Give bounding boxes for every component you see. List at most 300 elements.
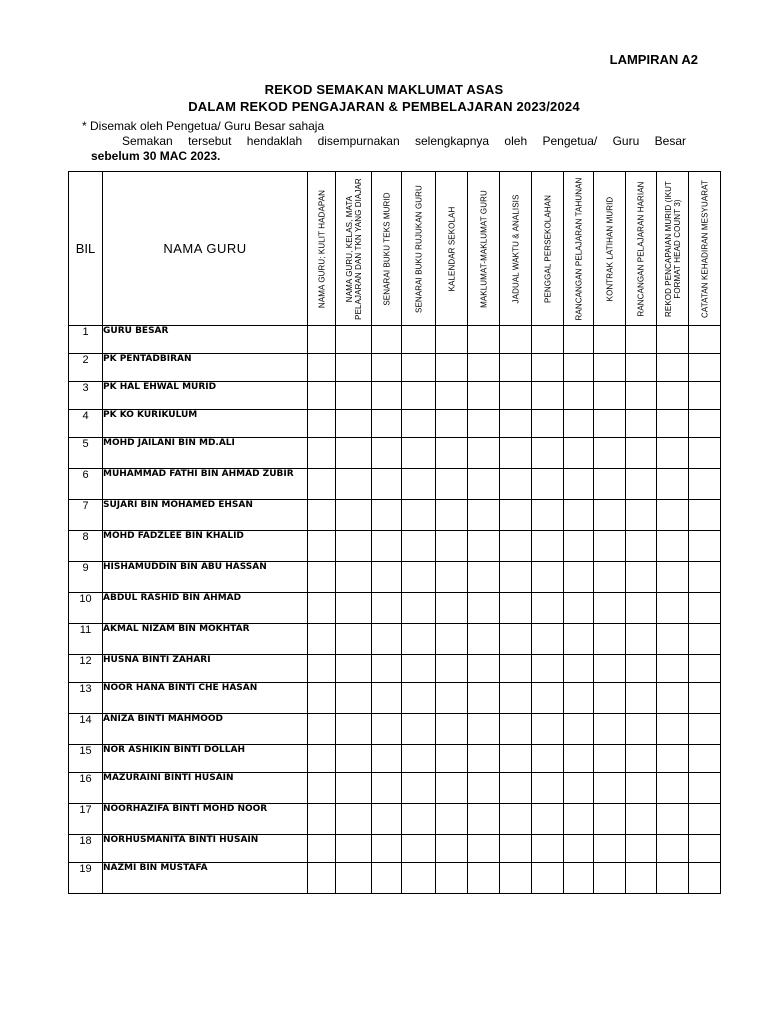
check-cell[interactable]	[564, 745, 594, 773]
check-cell[interactable]	[689, 354, 721, 382]
check-cell[interactable]	[336, 326, 372, 354]
check-cell[interactable]	[308, 745, 336, 773]
column-header-label: SENARAI BUKU RUJUKAN GURU	[414, 184, 423, 313]
column-header-label: CATATAN KEHADIRAN MESYUARAT	[700, 179, 709, 318]
check-cell[interactable]	[372, 469, 402, 500]
check-cell[interactable]	[564, 804, 594, 835]
teacher-name: GURU BESAR	[103, 326, 308, 354]
check-cell[interactable]	[436, 500, 468, 531]
check-cell[interactable]	[468, 410, 500, 438]
check-cell[interactable]	[336, 683, 372, 714]
check-cell[interactable]	[626, 624, 657, 655]
check-cell[interactable]	[402, 655, 436, 683]
check-cell[interactable]	[564, 531, 594, 562]
check-cell[interactable]	[564, 835, 594, 863]
check-cell[interactable]	[402, 593, 436, 624]
check-cell[interactable]	[657, 804, 689, 835]
column-header-label: MAKLUMAT-MAKLUMAT GURU	[479, 189, 488, 308]
teacher-name: NOORHAZIFA BINTI MOHD NOOR	[103, 804, 308, 835]
check-cell[interactable]	[468, 714, 500, 745]
check-cell[interactable]	[594, 835, 626, 863]
check-cell[interactable]	[500, 835, 532, 863]
check-cell[interactable]	[336, 835, 372, 863]
check-cell[interactable]	[308, 562, 336, 593]
check-cell[interactable]	[436, 382, 468, 410]
document-subtitle: DALAM REKOD PENGAJARAN & PEMBELAJARAN 2023/2024	[188, 99, 580, 114]
check-cell[interactable]	[626, 438, 657, 469]
check-cell[interactable]	[372, 382, 402, 410]
check-cell[interactable]	[500, 326, 532, 354]
check-cell[interactable]	[468, 745, 500, 773]
check-cell[interactable]	[468, 804, 500, 835]
check-cell[interactable]	[657, 500, 689, 531]
check-cell[interactable]	[532, 683, 564, 714]
check-cell[interactable]	[564, 469, 594, 500]
table-row	[69, 500, 721, 531]
column-header-label: REKOD PENCAPAIAN MURID (IKUT FORMAT HEAD COUNT 3)	[663, 180, 682, 317]
check-cell[interactable]	[336, 593, 372, 624]
check-cell[interactable]	[626, 500, 657, 531]
column-header-label: RANCANGAN PELAJARAN HARIAN	[636, 180, 646, 317]
check-cell[interactable]	[564, 326, 594, 354]
check-cell[interactable]	[468, 683, 500, 714]
check-cell[interactable]	[436, 683, 468, 714]
check-cell[interactable]	[594, 410, 626, 438]
column-header-label: NAMA GURU; KULIT HADAPAN	[317, 189, 326, 308]
table-row	[69, 745, 721, 773]
instruction-note: Semakan tersebut hendaklah disempurnakan selengkapnya oleh Pengetua/ Guru Besar	[122, 134, 686, 148]
column-header-check-5	[436, 172, 468, 326]
check-cell[interactable]	[336, 745, 372, 773]
check-cell[interactable]	[564, 773, 594, 804]
check-cell[interactable]	[564, 562, 594, 593]
check-cell[interactable]	[336, 562, 372, 593]
check-cell[interactable]	[657, 562, 689, 593]
check-cell[interactable]	[468, 500, 500, 531]
check-cell[interactable]	[594, 382, 626, 410]
column-header-bil: BIL	[69, 172, 103, 326]
check-cell[interactable]	[468, 863, 500, 894]
check-cell[interactable]	[372, 745, 402, 773]
check-cell[interactable]	[436, 438, 468, 469]
check-cell[interactable]	[689, 593, 721, 624]
check-cell[interactable]	[564, 354, 594, 382]
check-cell[interactable]	[402, 500, 436, 531]
check-cell[interactable]	[657, 863, 689, 894]
check-cell[interactable]	[689, 469, 721, 500]
column-header-check-13	[689, 172, 721, 326]
check-cell[interactable]	[402, 745, 436, 773]
check-cell[interactable]	[689, 804, 721, 835]
check-cell[interactable]	[594, 354, 626, 382]
teacher-name: NOOR HANA BINTI CHE HASAN	[103, 683, 308, 714]
table-row	[69, 354, 721, 382]
check-cell[interactable]	[372, 863, 402, 894]
check-cell[interactable]	[436, 624, 468, 655]
check-cell[interactable]	[500, 562, 532, 593]
check-cell[interactable]	[657, 593, 689, 624]
check-cell[interactable]	[594, 438, 626, 469]
check-cell[interactable]	[402, 382, 436, 410]
check-cell[interactable]	[626, 326, 657, 354]
check-cell[interactable]	[532, 531, 564, 562]
check-cell[interactable]	[689, 410, 721, 438]
check-cell[interactable]	[436, 655, 468, 683]
check-cell[interactable]	[657, 354, 689, 382]
check-cell[interactable]	[436, 835, 468, 863]
check-cell[interactable]	[532, 835, 564, 863]
check-cell[interactable]	[594, 624, 626, 655]
check-cell[interactable]	[564, 593, 594, 624]
check-cell[interactable]	[402, 562, 436, 593]
check-cell[interactable]	[402, 804, 436, 835]
check-cell[interactable]	[689, 714, 721, 745]
check-cell[interactable]	[372, 655, 402, 683]
check-cell[interactable]	[468, 438, 500, 469]
check-cell[interactable]	[336, 500, 372, 531]
table-row	[69, 562, 721, 593]
check-cell[interactable]	[436, 410, 468, 438]
check-cell[interactable]	[402, 624, 436, 655]
check-cell[interactable]	[657, 624, 689, 655]
check-cell[interactable]	[594, 655, 626, 683]
check-cell[interactable]	[308, 655, 336, 683]
check-cell[interactable]	[564, 410, 594, 438]
teacher-name: HISHAMUDDIN BIN ABU HASSAN	[103, 562, 308, 593]
check-cell[interactable]	[500, 593, 532, 624]
column-header-label: KALENDAR SEKOLAH	[447, 206, 456, 291]
check-cell[interactable]	[626, 382, 657, 410]
check-cell[interactable]	[402, 469, 436, 500]
check-cell[interactable]	[468, 562, 500, 593]
check-cell[interactable]	[372, 624, 402, 655]
check-cell[interactable]	[436, 714, 468, 745]
check-cell[interactable]	[308, 410, 336, 438]
check-cell[interactable]	[626, 745, 657, 773]
check-cell[interactable]	[532, 562, 564, 593]
check-cell[interactable]	[564, 683, 594, 714]
check-cell[interactable]	[308, 593, 336, 624]
table-row	[69, 382, 721, 410]
check-cell[interactable]	[468, 326, 500, 354]
check-cell[interactable]	[564, 382, 594, 410]
table-header-row	[69, 172, 721, 326]
check-cell[interactable]	[626, 655, 657, 683]
teacher-name: PK PENTADBIRAN	[103, 354, 308, 382]
check-cell[interactable]	[500, 745, 532, 773]
check-cell[interactable]	[532, 469, 564, 500]
check-cell[interactable]	[657, 835, 689, 863]
check-cell[interactable]	[594, 714, 626, 745]
check-cell[interactable]	[468, 655, 500, 683]
check-cell[interactable]	[500, 863, 532, 894]
check-cell[interactable]	[564, 438, 594, 469]
row-number: 19	[69, 863, 103, 894]
check-cell[interactable]	[594, 863, 626, 894]
check-cell[interactable]	[657, 531, 689, 562]
table-row	[69, 863, 721, 894]
check-cell[interactable]	[308, 354, 336, 382]
check-cell[interactable]	[689, 745, 721, 773]
check-cell[interactable]	[468, 382, 500, 410]
check-cell[interactable]	[336, 714, 372, 745]
table-row	[69, 804, 721, 835]
check-cell[interactable]	[689, 835, 721, 863]
check-cell[interactable]	[336, 410, 372, 438]
check-cell[interactable]	[594, 469, 626, 500]
check-cell[interactable]	[689, 773, 721, 804]
check-cell[interactable]	[372, 562, 402, 593]
check-cell[interactable]	[657, 326, 689, 354]
check-cell[interactable]	[308, 469, 336, 500]
check-cell[interactable]	[308, 714, 336, 745]
row-number: 15	[69, 745, 103, 773]
check-cell[interactable]	[626, 593, 657, 624]
check-cell[interactable]	[532, 745, 564, 773]
check-cell[interactable]	[626, 683, 657, 714]
check-cell[interactable]	[500, 531, 532, 562]
check-cell[interactable]	[308, 531, 336, 562]
table-row	[69, 835, 721, 863]
check-cell[interactable]	[564, 863, 594, 894]
check-cell[interactable]	[468, 773, 500, 804]
check-cell[interactable]	[436, 469, 468, 500]
row-number: 17	[69, 804, 103, 835]
check-cell[interactable]	[657, 683, 689, 714]
check-cell[interactable]	[689, 531, 721, 562]
check-cell[interactable]	[532, 438, 564, 469]
check-cell[interactable]	[626, 714, 657, 745]
check-cell[interactable]	[372, 835, 402, 863]
check-cell[interactable]	[308, 382, 336, 410]
check-cell[interactable]	[436, 326, 468, 354]
column-header-check-12	[657, 172, 689, 326]
teacher-name: MOHD FADZLEE BIN KHALID	[103, 531, 308, 562]
check-cell[interactable]	[402, 354, 436, 382]
check-cell[interactable]	[372, 438, 402, 469]
check-cell[interactable]	[372, 354, 402, 382]
table-row	[69, 469, 721, 500]
check-cell[interactable]	[436, 773, 468, 804]
check-cell[interactable]	[594, 773, 626, 804]
check-cell[interactable]	[468, 593, 500, 624]
check-cell[interactable]	[500, 683, 532, 714]
check-cell[interactable]	[402, 863, 436, 894]
check-cell[interactable]	[372, 773, 402, 804]
check-cell[interactable]	[468, 624, 500, 655]
check-cell[interactable]	[500, 410, 532, 438]
row-number: 10	[69, 593, 103, 624]
check-cell[interactable]	[336, 382, 372, 410]
column-header-check-10	[594, 172, 626, 326]
row-number: 14	[69, 714, 103, 745]
check-cell[interactable]	[336, 354, 372, 382]
check-cell[interactable]	[689, 683, 721, 714]
check-cell[interactable]	[372, 714, 402, 745]
check-cell[interactable]	[657, 655, 689, 683]
check-cell[interactable]	[372, 326, 402, 354]
column-header-nama-guru: NAMA GURU	[103, 172, 308, 326]
check-cell[interactable]	[468, 531, 500, 562]
check-cell[interactable]	[500, 624, 532, 655]
check-cell[interactable]	[500, 500, 532, 531]
check-cell[interactable]	[336, 773, 372, 804]
deadline-note: sebelum 30 MAC 2023.	[91, 149, 221, 163]
check-cell[interactable]	[436, 745, 468, 773]
check-cell[interactable]	[500, 354, 532, 382]
check-cell[interactable]	[689, 655, 721, 683]
check-cell[interactable]	[336, 655, 372, 683]
check-cell[interactable]	[436, 593, 468, 624]
check-cell[interactable]	[532, 593, 564, 624]
check-cell[interactable]	[336, 469, 372, 500]
check-cell[interactable]	[308, 804, 336, 835]
check-cell[interactable]	[402, 773, 436, 804]
check-cell[interactable]	[657, 745, 689, 773]
table-row	[69, 773, 721, 804]
check-cell[interactable]	[402, 714, 436, 745]
row-number: 2	[69, 354, 103, 382]
check-cell[interactable]	[308, 438, 336, 469]
check-cell[interactable]	[657, 714, 689, 745]
teacher-name: MOHD JAILANI BIN MD.ALI	[103, 438, 308, 469]
check-cell[interactable]	[372, 410, 402, 438]
check-cell[interactable]	[436, 531, 468, 562]
check-cell[interactable]	[626, 562, 657, 593]
check-cell[interactable]	[594, 804, 626, 835]
check-cell[interactable]	[532, 624, 564, 655]
check-cell[interactable]	[657, 438, 689, 469]
check-cell[interactable]	[500, 804, 532, 835]
check-cell[interactable]	[564, 714, 594, 745]
check-cell[interactable]	[689, 326, 721, 354]
check-cell[interactable]	[626, 773, 657, 804]
check-cell[interactable]	[308, 624, 336, 655]
check-cell[interactable]	[402, 531, 436, 562]
check-cell[interactable]	[308, 683, 336, 714]
check-cell[interactable]	[468, 469, 500, 500]
check-cell[interactable]	[532, 326, 564, 354]
check-cell[interactable]	[564, 655, 594, 683]
check-cell[interactable]	[402, 326, 436, 354]
column-header-check-3	[372, 172, 402, 326]
check-cell[interactable]	[626, 354, 657, 382]
check-cell[interactable]	[657, 773, 689, 804]
check-cell[interactable]	[626, 410, 657, 438]
check-cell[interactable]	[308, 835, 336, 863]
check-cell[interactable]	[564, 500, 594, 531]
table-row	[69, 624, 721, 655]
document-title: REKOD SEMAKAN MAKLUMAT ASAS	[264, 82, 504, 97]
check-cell[interactable]	[594, 562, 626, 593]
check-cell[interactable]	[336, 804, 372, 835]
check-cell[interactable]	[372, 804, 402, 835]
check-cell[interactable]	[500, 438, 532, 469]
check-cell[interactable]	[626, 835, 657, 863]
check-cell[interactable]	[336, 624, 372, 655]
check-cell[interactable]	[532, 382, 564, 410]
check-cell[interactable]	[594, 683, 626, 714]
check-cell[interactable]	[532, 655, 564, 683]
check-cell[interactable]	[402, 683, 436, 714]
check-cell[interactable]	[436, 562, 468, 593]
check-cell[interactable]	[657, 469, 689, 500]
check-cell[interactable]	[402, 410, 436, 438]
teacher-name: NORHUSMANITA BINTI HUSAIN	[103, 835, 308, 863]
check-cell[interactable]	[468, 835, 500, 863]
row-number: 18	[69, 835, 103, 863]
check-cell[interactable]	[626, 863, 657, 894]
row-number: 1	[69, 326, 103, 354]
check-cell[interactable]	[436, 354, 468, 382]
check-cell[interactable]	[532, 354, 564, 382]
check-cell[interactable]	[500, 469, 532, 500]
check-cell[interactable]	[336, 863, 372, 894]
check-cell[interactable]	[500, 773, 532, 804]
check-cell[interactable]	[689, 562, 721, 593]
check-cell[interactable]	[689, 438, 721, 469]
check-cell[interactable]	[564, 624, 594, 655]
column-header-label: JADUAL WAKTU & ANALISIS	[511, 194, 520, 303]
check-cell[interactable]	[468, 354, 500, 382]
check-cell[interactable]	[657, 410, 689, 438]
check-cell[interactable]	[500, 714, 532, 745]
row-number: 7	[69, 500, 103, 531]
check-cell[interactable]	[532, 804, 564, 835]
check-cell[interactable]	[626, 469, 657, 500]
check-cell[interactable]	[532, 714, 564, 745]
check-cell[interactable]	[594, 593, 626, 624]
check-cell[interactable]	[689, 500, 721, 531]
check-cell[interactable]	[532, 500, 564, 531]
check-cell[interactable]	[657, 382, 689, 410]
check-cell[interactable]	[626, 531, 657, 562]
check-cell[interactable]	[436, 863, 468, 894]
check-cell[interactable]	[689, 624, 721, 655]
check-cell[interactable]	[308, 863, 336, 894]
teacher-name: HUSNA BINTI ZAHARI	[103, 655, 308, 683]
check-cell[interactable]	[594, 745, 626, 773]
check-cell[interactable]	[500, 382, 532, 410]
appendix-label: LAMPIRAN A2	[609, 52, 698, 67]
check-cell[interactable]	[532, 773, 564, 804]
check-cell[interactable]	[372, 683, 402, 714]
check-cell[interactable]	[532, 410, 564, 438]
check-cell[interactable]	[626, 804, 657, 835]
check-cell[interactable]	[336, 438, 372, 469]
check-cell[interactable]	[308, 500, 336, 531]
check-cell[interactable]	[436, 804, 468, 835]
check-cell[interactable]	[372, 531, 402, 562]
row-number: 12	[69, 655, 103, 683]
teacher-name: MAZURAINI BINTI HUSAIN	[103, 773, 308, 804]
check-cell[interactable]	[594, 500, 626, 531]
check-cell[interactable]	[689, 382, 721, 410]
check-cell[interactable]	[689, 863, 721, 894]
row-number: 6	[69, 469, 103, 500]
check-cell[interactable]	[402, 835, 436, 863]
check-cell[interactable]	[372, 500, 402, 531]
check-cell[interactable]	[402, 438, 436, 469]
check-cell[interactable]	[500, 655, 532, 683]
check-cell[interactable]	[594, 531, 626, 562]
check-cell[interactable]	[336, 531, 372, 562]
check-cell[interactable]	[594, 326, 626, 354]
check-cell[interactable]	[372, 593, 402, 624]
check-cell[interactable]	[308, 326, 336, 354]
check-cell[interactable]	[308, 773, 336, 804]
check-cell[interactable]	[532, 863, 564, 894]
